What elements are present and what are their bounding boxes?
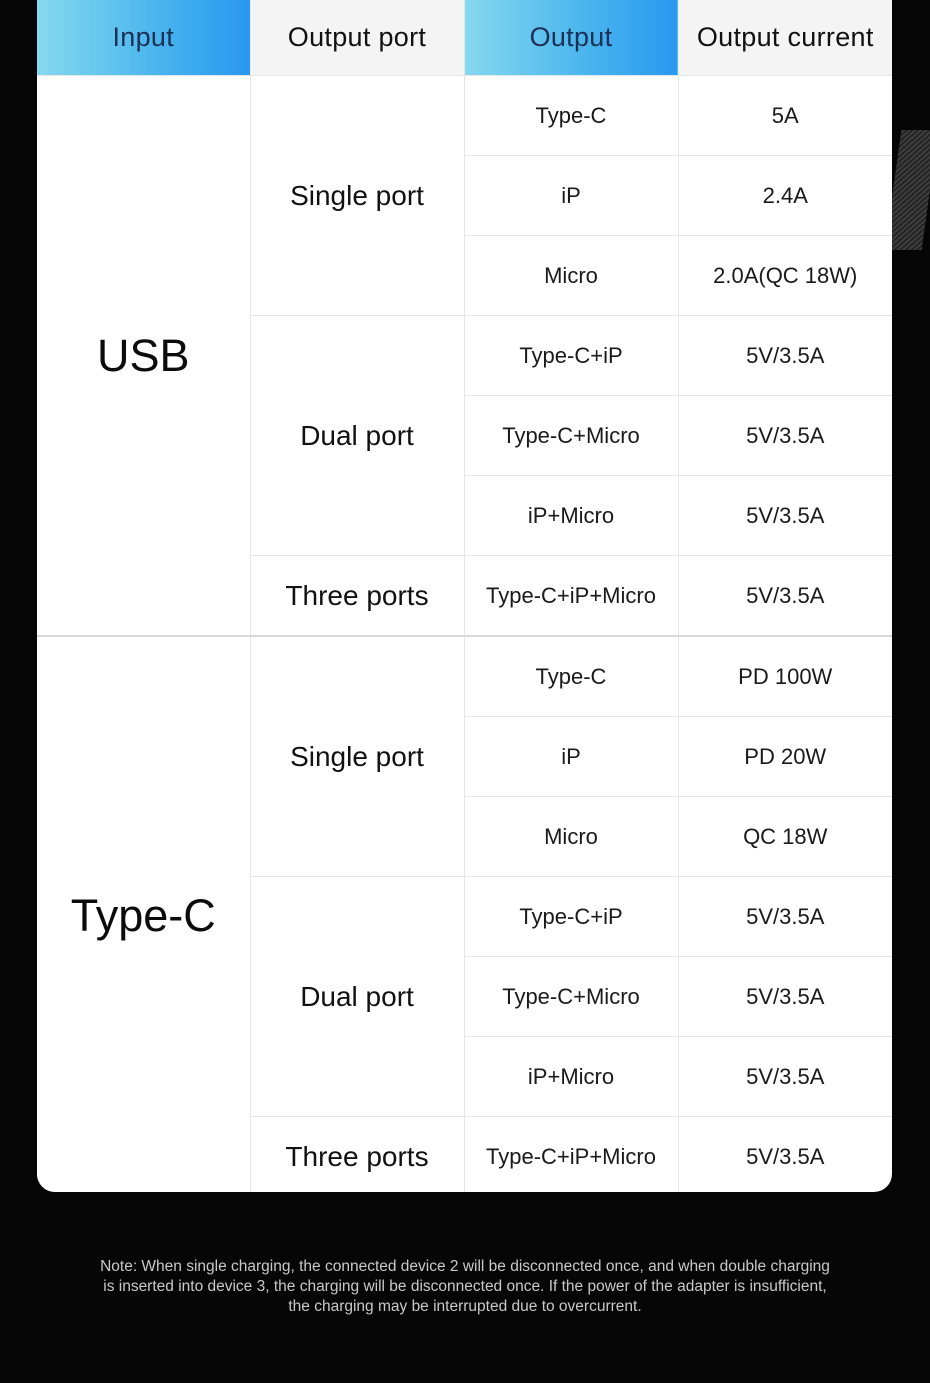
current-cell: 5V/3.5A [678,396,892,476]
footnote [60,1257,870,1317]
table-header-row [37,0,892,76]
output-cell: Type-C [464,76,678,156]
port-typec-dual: Dual port [250,877,464,1117]
table-row [37,636,892,717]
port-usb-three: Three ports [250,556,464,637]
output-cell: Type-C+iP [464,316,678,396]
output-spec-table-container [37,0,892,1192]
current-cell: QC 18W [678,797,892,877]
current-cell: 5V/3.5A [678,957,892,1037]
output-cell: iP [464,717,678,797]
port-typec-three: Three ports [250,1117,464,1193]
header-output-current: Output current [678,0,892,76]
current-cell: 5A [678,76,892,156]
output-cell: Type-C+iP [464,877,678,957]
port-typec-single: Single port [250,636,464,877]
port-usb-dual: Dual port [250,316,464,556]
output-cell: iP+Micro [464,1037,678,1117]
port-usb-single: Single port [250,76,464,316]
header-input: Input [37,0,250,76]
input-type-c: Type-C [37,636,250,1192]
current-cell: PD 20W [678,717,892,797]
output-cell: iP [464,156,678,236]
current-cell: 5V/3.5A [678,556,892,637]
footnote-line-2: is inserted into device 3, the charging will be disconnected once. If the power of the adapter is insufficient, [103,1278,827,1295]
output-cell: Type-C [464,636,678,717]
output-cell: Type-C+Micro [464,957,678,1037]
current-cell: 2.0A(QC 18W) [678,236,892,316]
current-cell: 5V/3.5A [678,1117,892,1193]
footnote-line-1: Note: When single charging, the connected device 2 will be disconnected once, and when double charging [100,1258,830,1275]
output-cell: Micro [464,797,678,877]
header-output: Output [464,0,678,76]
input-usb: USB [37,76,250,637]
footnote-line-3: the charging may be interrupted due to overcurrent. [288,1298,642,1315]
output-cell: Micro [464,236,678,316]
output-cell: Type-C+Micro [464,396,678,476]
current-cell: 5V/3.5A [678,877,892,957]
output-cell: Type-C+iP+Micro [464,1117,678,1193]
output-spec-table [37,0,892,1192]
current-cell: PD 100W [678,636,892,717]
current-cell: 5V/3.5A [678,476,892,556]
header-output-port: Output port [250,0,464,76]
current-cell: 5V/3.5A [678,1037,892,1117]
output-cell: iP+Micro [464,476,678,556]
table-row [37,76,892,156]
current-cell: 5V/3.5A [678,316,892,396]
current-cell: 2.4A [678,156,892,236]
output-cell: Type-C+iP+Micro [464,556,678,637]
